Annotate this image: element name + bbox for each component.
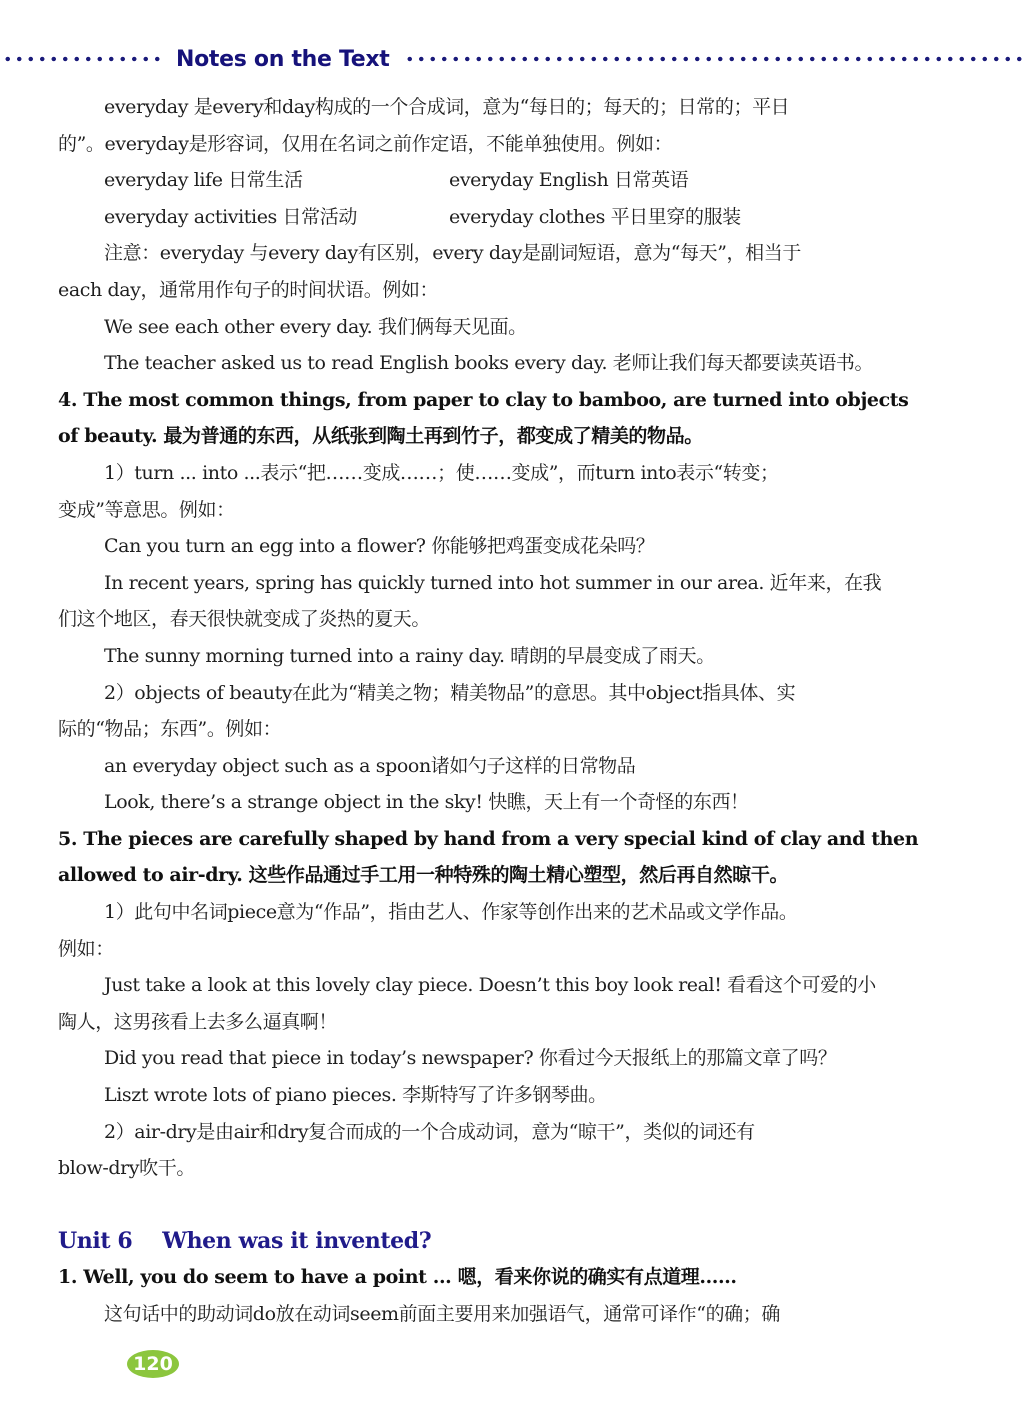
example-sentence: Did you read that piece in today’s newspaper? 你看过今天报纸上的那篇文章了吗？ — [104, 1047, 837, 1070]
paragraph-line: everyday 是every和day构成的一个合成词，意为“每日的；每天的；日常的；平日 — [104, 96, 790, 118]
example-sentence: Look, there’s a strange object in the sky! 快瞧，天上有一个奇怪的东西！ — [104, 791, 749, 814]
subpoint-line: 例如： — [58, 937, 114, 960]
subpoint-line: 1）此句中名词piece意为“作品”，指由艺人、作家等创作出来的艺术品或文学作品。 — [104, 901, 798, 924]
example-sentence: We see each other every day. 我们俩每天见面。 — [104, 315, 527, 338]
subpoint-line: 际的“物品；东西”。例如： — [58, 718, 282, 741]
section-title: Notes on the Text — [176, 46, 390, 72]
example-sentence: 们这个地区，春天很快就变成了炎热的夏天。 — [58, 608, 431, 631]
example-pair-row — [58, 162, 942, 199]
example-sentence: Liszt wrote lots of piano pieces. 李斯特写了许多钢琴曲。 — [104, 1084, 607, 1107]
example-sentence: Can you turn an egg into a flower? 你能够把鸡蛋变成花朵吗？ — [104, 535, 655, 558]
page-body — [58, 89, 942, 1333]
example-sentence: 陶人，这男孩看上去多么逼真啊！ — [58, 1010, 338, 1033]
unit-heading — [58, 1223, 942, 1260]
unit-title: When was it invented? — [162, 1227, 432, 1254]
subpoint-line: blow-dry吹干。 — [58, 1157, 195, 1180]
note-item-4-heading: 4. The most common things, from paper to clay to bamboo, are turned into objects — [58, 388, 909, 411]
subpoint-line: 2）objects of beauty在此为“精美之物；精美物品”的意思。其中object指具体、实 — [104, 681, 796, 704]
note-item-5-heading: 5. The pieces are carefully shaped by hand from a very special kind of clay and then — [58, 827, 919, 850]
subpoint-line: 1）turn ... into ...表示“把……变成……；使……变成”，而turn into表示“转变； — [104, 461, 779, 484]
example-left: everyday life 日常生活 — [104, 169, 303, 192]
example-right: everyday clothes 平日里穿的服装 — [449, 205, 741, 228]
page-number-badge: 120 — [127, 1350, 179, 1378]
unit-note-item-1-heading: 1. Well, you do seem to have a point ... 嗯，看来你说的确实有点道理…… — [58, 1266, 737, 1289]
example-right: everyday English 日常英语 — [449, 169, 689, 192]
subpoint-line: 变成”等意思。例如： — [58, 498, 235, 521]
note-item-5-heading: allowed to air-dry. 这些作品通过手工用一种特殊的陶土精心塑型，然后再自然晾干。 — [58, 864, 789, 887]
note-item-4-heading: of beauty. 最为普通的东西，从纸张到陶土再到竹子，都变成了精美的物品。 — [58, 425, 703, 448]
subpoint-line: 2）air-dry是由air和dry复合而成的一个合成动词，意为“晾干”，类似的词还有 — [104, 1120, 755, 1143]
example-pair-row — [58, 199, 942, 236]
paragraph-line: 的”。everyday是形容词，仅用在名词之前作定语，不能单独使用。例如： — [58, 132, 673, 155]
dotted-rule-left — [2, 56, 162, 62]
example-sentence: The sunny morning turned into a rainy day. 晴朗的早晨变成了雨天。 — [104, 644, 715, 667]
example-sentence: In recent years, spring has quickly turned into hot summer in our area. 近年来，在我 — [104, 571, 882, 594]
unit-number: Unit 6 — [58, 1227, 133, 1254]
section-header — [0, 44, 1024, 74]
dotted-rule-right — [404, 56, 1022, 62]
note-line: each day，通常用作句子的时间状语。例如： — [58, 278, 439, 301]
example-sentence: an everyday object such as a spoon诸如勺子这样的日常物品 — [104, 754, 636, 777]
example-sentence: Just take a look at this lovely clay piece. Doesn’t this boy look real! 看看这个可爱的小 — [104, 974, 876, 997]
section-spacer — [58, 1187, 942, 1223]
unit-note-line: 这句话中的助动词do放在动词seem前面主要用来加强语气，通常可译作“的确；确 — [104, 1303, 780, 1325]
example-left: everyday activities 日常活动 — [104, 205, 357, 228]
example-sentence: The teacher asked us to read English books every day. 老师让我们每天都要读英语书。 — [104, 352, 874, 375]
note-line: 注意：everyday 与every day有区别，every day是副词短语，意为“每天”，相当于 — [104, 242, 801, 265]
